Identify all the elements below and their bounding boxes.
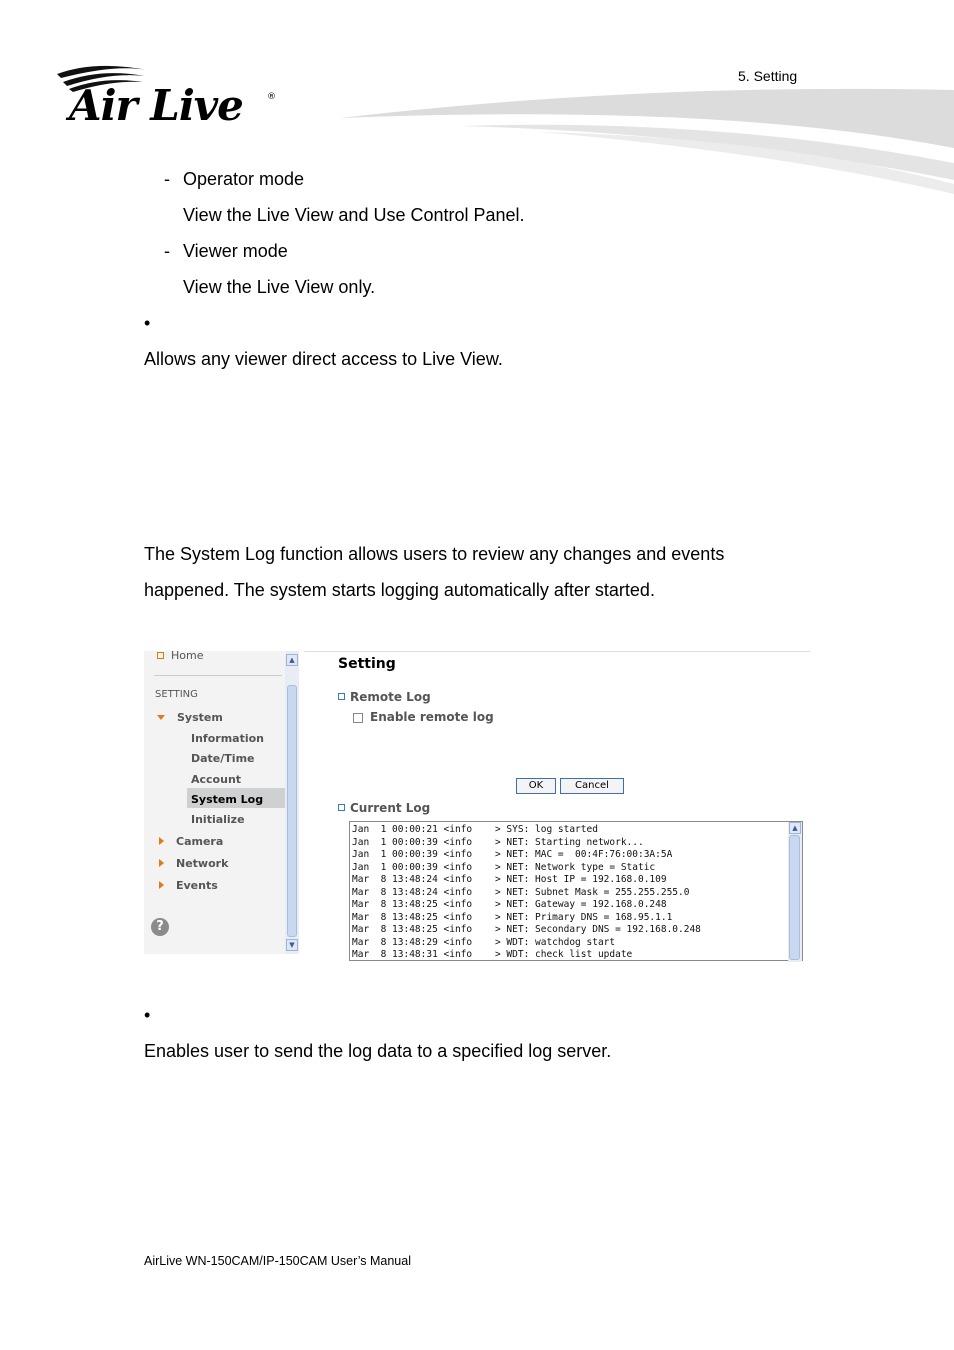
footer-manual-title: AirLive WN-150CAM/IP-150CAM User’s Manual	[144, 1254, 411, 1268]
sidebar-item-datetime[interactable]: Date/Time	[191, 752, 255, 765]
chapter-label: 5. Setting	[738, 68, 798, 84]
log-line: Jan 1 00:00:39 <info > NET: Network type = Static	[352, 861, 656, 873]
collapse-icon[interactable]	[159, 881, 164, 889]
enable-remote-log-checkbox[interactable]	[353, 713, 363, 723]
sidebar-item-account[interactable]: Account	[191, 773, 242, 786]
section-icon	[338, 804, 345, 811]
ok-button[interactable]: OK	[516, 778, 556, 794]
current-log-textarea[interactable]	[349, 821, 803, 961]
log-line: Mar 8 13:48:25 <info > NET: Gateway = 192.168.0.248	[352, 899, 667, 910]
anonymous-viewer-description: Allows any viewer direct access to Live View.	[144, 349, 503, 369]
operator-mode-heading: Operator mode	[183, 169, 305, 189]
log-line: Mar 8 13:48:24 <info > NET: Subnet Mask = 255.255.255.0	[352, 886, 690, 898]
sidebar-scroll-thumb[interactable]	[287, 685, 297, 937]
dash-marker: -	[164, 241, 170, 261]
settings-sidebar	[144, 651, 299, 954]
bullet-marker: •	[144, 313, 151, 333]
sidebar-item-events[interactable]: Events	[176, 879, 218, 892]
sidebar-item-initialize[interactable]: Initialize	[191, 813, 245, 826]
system-log-paragraph-line-2: happened. The system starts logging automatically after started.	[144, 580, 655, 600]
log-line: Mar 8 13:48:25 <info > NET: Primary DNS = 168.95.1.1	[352, 911, 673, 923]
top-divider	[304, 651, 810, 652]
sidebar-item-system-log[interactable]: System Log	[191, 793, 264, 806]
enable-remote-log-label: Enable remote log	[370, 710, 494, 724]
section-icon	[338, 693, 345, 700]
collapse-icon[interactable]	[159, 837, 164, 845]
page-title: Setting	[338, 656, 396, 672]
header-swoosh-graphic	[340, 88, 954, 198]
home-icon	[157, 652, 164, 659]
expand-icon[interactable]	[157, 715, 165, 720]
sidebar-item-camera[interactable]: Camera	[176, 835, 224, 848]
airlive-logo	[55, 62, 280, 130]
help-icon[interactable]: ?	[151, 918, 169, 936]
dash-marker: -	[164, 169, 170, 189]
log-line: Jan 1 00:00:21 <info > SYS: log started	[352, 824, 598, 835]
sidebar-heading-setting: SETTING	[155, 689, 198, 700]
cancel-button[interactable]: Cancel	[560, 778, 624, 794]
current-log-section-title: Current Log	[350, 801, 431, 815]
viewer-mode-description: View the Live View only.	[183, 277, 376, 297]
remote-log-section-title: Remote Log	[350, 690, 431, 704]
collapse-icon[interactable]	[159, 859, 164, 867]
scroll-up-icon[interactable]: ▲	[789, 822, 801, 834]
operator-mode-description: View the Live View and Use Control Panel.	[183, 205, 525, 225]
svg-text:Air Live: Air Live	[69, 81, 243, 130]
sidebar-item-network[interactable]: Network	[176, 857, 229, 870]
log-line: Mar 8 13:48:31 <info > WDT: check list update	[352, 949, 633, 960]
scroll-down-icon[interactable]: ▼	[286, 939, 298, 951]
remote-log-description: Enables user to send the log data to a specified log server.	[144, 1041, 612, 1061]
log-line: Jan 1 00:00:39 <info > NET: Starting network...	[352, 836, 644, 848]
system-log-screenshot	[144, 649, 810, 960]
system-log-paragraph-line-1: The System Log function allows users to review any changes and events	[144, 544, 725, 564]
log-line: Jan 1 00:00:39 <info > NET: MAC = 00:4F:76:00:3A:5A	[352, 849, 673, 860]
bullet-marker: •	[144, 1005, 151, 1025]
log-line: Mar 8 13:48:25 <info > NET: Secondary DNS = 192.168.0.248	[352, 924, 701, 935]
sidebar-item-home[interactable]: Home	[171, 649, 204, 662]
sidebar-divider	[154, 675, 282, 676]
sidebar-item-system[interactable]: System	[177, 711, 223, 724]
log-line: Mar 8 13:48:29 <info > WDT: watchdog start	[352, 936, 616, 948]
sidebar-item-information[interactable]: Information	[191, 732, 264, 745]
svg-text:®: ®	[267, 92, 276, 102]
log-scroll-thumb[interactable]	[789, 835, 800, 960]
log-scrollbar[interactable]	[788, 822, 802, 962]
viewer-mode-heading: Viewer mode	[183, 241, 288, 261]
scroll-up-icon[interactable]: ▲	[286, 654, 298, 666]
log-line: Mar 8 13:48:24 <info > NET: Host IP = 192.168.0.109	[352, 874, 667, 885]
